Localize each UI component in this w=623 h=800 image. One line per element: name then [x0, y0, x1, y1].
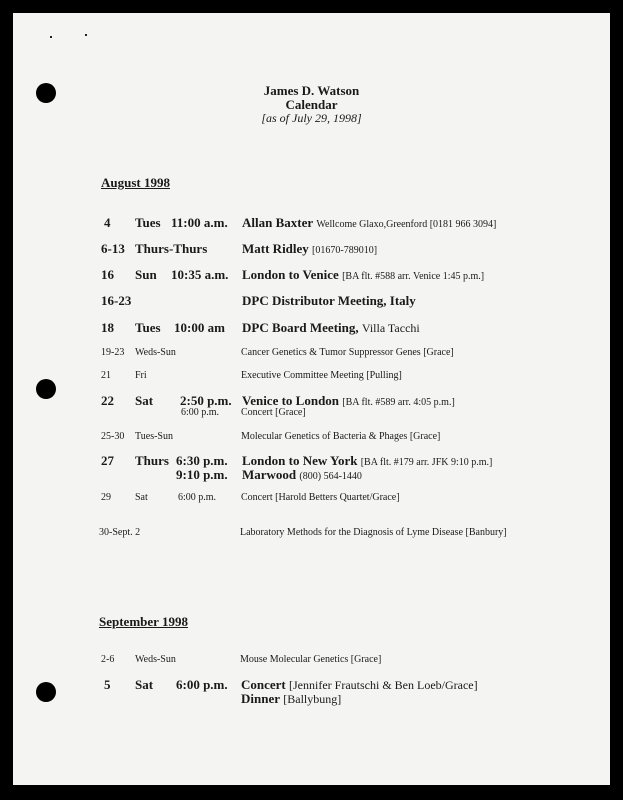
entry-title: London to New York — [242, 453, 358, 468]
entry-title: Venice to London — [242, 393, 340, 408]
calendar-entry — [0, 453, 623, 483]
calendar-entry — [0, 492, 623, 512]
entry-title: Molecular Genetics of Bacteria & Phages [Grace] — [241, 431, 441, 442]
entry-note: [BA flt. #589 arr. 4:05 p.m.] — [342, 397, 455, 408]
entry-date: 21 — [101, 370, 111, 381]
entry-date: 2-6 — [101, 654, 115, 665]
entry-day: Sun — [135, 267, 157, 282]
entry-time: 6:00 p.m. — [176, 677, 228, 692]
calendar-entry — [0, 241, 623, 261]
calendar-entry — [0, 320, 623, 340]
header-name: James D. Watson — [263, 83, 360, 98]
entry-day: Sat — [135, 393, 154, 408]
entry-note: [BA flt. #179 arr. JFK 9:10 p.m.] — [360, 457, 493, 468]
entry-title: Executive Committee Meeting [Pulling] — [241, 370, 402, 381]
entry-time: 10:35 a.m. — [171, 267, 229, 282]
entry-day: Thurs-Thurs — [135, 241, 208, 256]
entry-day: Tues-Sun — [135, 431, 173, 442]
entry-date: 22 — [101, 393, 114, 408]
entry-day: Sat — [135, 677, 154, 692]
header-as-of: [as of July 29, 1998] — [261, 111, 362, 125]
entry-note: [01670-789010] — [312, 245, 378, 256]
entry-title-secondary: Dinner — [241, 691, 280, 706]
calendar-entry — [0, 215, 623, 235]
entry-time: 6:00 p.m. — [178, 492, 217, 503]
entry-date: 5 — [104, 677, 111, 692]
entry-day: Tues — [135, 320, 161, 335]
entry-date: 25-30 — [101, 431, 125, 442]
entry-date: 16-23 — [101, 293, 132, 308]
calendar-entry — [0, 370, 623, 390]
entry-day: Thurs — [135, 453, 169, 468]
entry-date: 16 — [101, 267, 114, 282]
calendar-entry — [0, 347, 623, 367]
entry-date: 6-13 — [101, 241, 125, 256]
entry-date: 27 — [101, 453, 114, 468]
entry-note: Wellcome Glaxo,Greenford [0181 966 3094] — [316, 219, 497, 230]
entry-date: 4 — [104, 215, 111, 230]
entry-title: Laboratory Methods for the Diagnosis of Lyme Disease [Banbury] — [240, 527, 507, 538]
entry-time-secondary: 6:00 p.m. — [181, 407, 220, 418]
calendar-entry — [0, 393, 623, 423]
month-heading-august: August 1998 — [101, 175, 170, 190]
entry-date: 29 — [101, 492, 111, 503]
entry-title: Cancer Genetics & Tumor Suppressor Genes [Grace] — [241, 347, 454, 358]
entry-title: Mouse Molecular Genetics [Grace] — [240, 654, 382, 665]
calendar-entry — [0, 654, 623, 674]
entry-day: Weds-Sun — [135, 347, 176, 358]
calendar-entry — [0, 267, 623, 287]
entry-time: 11:00 a.m. — [171, 215, 228, 230]
entry-title: London to Venice — [242, 267, 339, 282]
entry-note: [BA flt. #588 arr. Venice 1:45 p.m.] — [342, 271, 485, 282]
calendar-entry — [0, 293, 623, 313]
entry-title-secondary: Marwood — [242, 467, 297, 482]
entry-time-secondary: 9:10 p.m. — [176, 467, 228, 482]
speck — [85, 34, 87, 36]
entry-time: 10:00 am — [174, 320, 225, 335]
entry-date: 18 — [101, 320, 114, 335]
entry-day: Weds-Sun — [135, 654, 176, 665]
entry-note: [Jennifer Frautschi & Ben Loeb/Grace] — [289, 678, 478, 692]
calendar-entry — [0, 677, 623, 707]
entry-title: Concert [Harold Betters Quartet/Grace] — [241, 492, 400, 503]
entry-time: 2:50 p.m. — [180, 393, 232, 408]
entry-title: DPC Distributor Meeting, Italy — [242, 293, 416, 308]
entry-title: Matt Ridley — [242, 241, 309, 256]
entry-title: Allan Baxter — [242, 215, 314, 230]
entry-title: DPC Board Meeting, — [242, 320, 359, 335]
entry-time: 6:30 p.m. — [176, 453, 228, 468]
entry-date: 30-Sept. 2 — [99, 527, 141, 538]
entry-day: Sat — [135, 492, 148, 503]
entry-day: Fri — [135, 370, 147, 381]
calendar-entry — [0, 527, 623, 547]
speck — [50, 36, 52, 38]
entry-note-secondary: [Ballybung] — [283, 692, 342, 706]
month-heading-september: September 1998 — [99, 614, 188, 629]
entry-title: Concert — [241, 677, 286, 692]
header-title: Calendar — [285, 97, 338, 112]
calendar-entry — [0, 431, 623, 451]
entry-day: Tues — [135, 215, 161, 230]
entry-note: Villa Tacchi — [361, 321, 420, 335]
entry-date: 19-23 — [101, 347, 125, 358]
entry-note-secondary: (800) 564-1440 — [299, 471, 362, 482]
entry-line-2: Concert [Grace] — [241, 407, 306, 418]
